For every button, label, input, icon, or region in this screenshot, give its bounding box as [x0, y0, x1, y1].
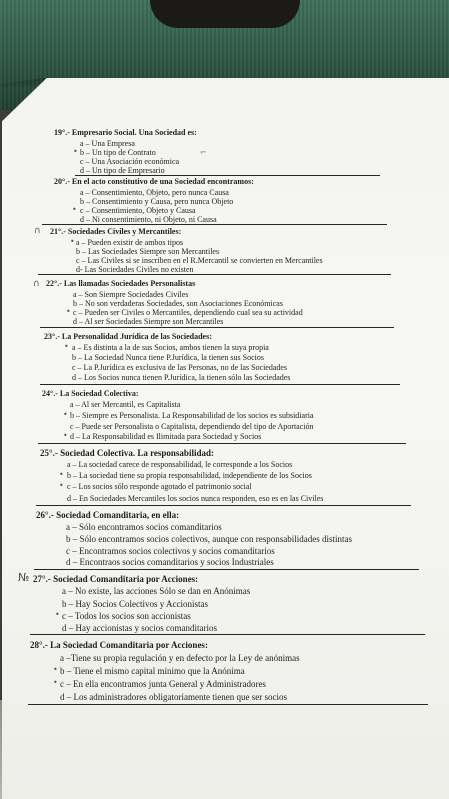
- option-a[interactable]: a –Tiene su propia regulación y en defecto por la Ley de anónimas: [60, 653, 300, 663]
- pen-dot-mark: •: [70, 237, 75, 246]
- option-a[interactable]: a – No existe, las acciones Sólo se dan en Anónimas: [62, 586, 251, 596]
- pen-check-mark: ∩: [33, 279, 40, 289]
- option-a[interactable]: a – Es distinta a la de sus Socios, ambos tienen la suya propia: [72, 343, 269, 352]
- option-b[interactable]: b – La Sociedad Nunca tiene P.Jurídica, la tienen sus Socios: [72, 353, 264, 362]
- pen-dot-mark: •: [66, 307, 71, 316]
- pen-dot-mark: •: [72, 205, 77, 214]
- pen-dot-mark: •: [59, 481, 64, 490]
- option-b[interactable]: b – Consentimiento y Causa, pero nunca Objeto: [80, 197, 234, 206]
- option-b[interactable]: b – Siempre es Personalista. La Responsabilidad de los socios es subsidiaria: [70, 411, 314, 420]
- option-b[interactable]: b – Un tipo de Contrato: [80, 148, 156, 157]
- pen-dot-mark: •: [55, 610, 60, 619]
- option-d[interactable]: d – En Sociedades Mercantiles los socios nunca responden, eso es en las Civiles: [67, 494, 324, 503]
- option-b[interactable]: b – Sólo encontramos socios colectivos, aunque con responsabilidades distintas: [66, 534, 352, 544]
- question-divider: [34, 569, 419, 570]
- option-c[interactable]: c – Pueden ser Civiles o Mercantiles, dependiendo cual sea su actividad: [73, 308, 303, 317]
- question-title: 21°.- Sociedades Civiles y Mercantiles:: [50, 227, 182, 236]
- option-a[interactable]: a – Consentimiento, Objeto, pero nunca Causa: [80, 188, 229, 197]
- question-title: 26°.- Sociedad Comanditaria, en ella:: [36, 510, 180, 520]
- option-c[interactable]: c – Los socios sólo responde agotado el patrimonio social: [67, 482, 252, 491]
- pen-dot-mark: •: [63, 431, 68, 440]
- question-title: 28°.- La Sociedad Comanditaria por Acciones:: [30, 640, 208, 650]
- question-title: 27°.- Sociedad Comanditaria por Acciones:: [33, 574, 199, 584]
- option-a[interactable]: a – Al ser Mercantil, es Capitalista: [70, 400, 181, 409]
- question-divider: [38, 443, 406, 444]
- option-b[interactable]: b – La sociedad tiene su propia responsabilidad, independiente de los Socios: [67, 471, 312, 480]
- question-title: 24°.- La Sociedad Colectiva:: [42, 389, 139, 398]
- pen-check-mark: ∩: [34, 226, 41, 236]
- question-title: 23°.- La Personalidad Jurídica de las Sociedades:: [44, 332, 212, 341]
- option-d[interactable]: d – Encontraos socios comanditarios y socios Industriales: [66, 557, 274, 567]
- pen-bracket-mark: ⌐: [200, 148, 207, 157]
- question-divider: [36, 505, 411, 506]
- pen-dot-mark: •: [59, 470, 64, 479]
- option-a[interactable]: a – Sólo encontramos socios comanditarios: [66, 522, 222, 532]
- pen-dot-mark: •: [73, 147, 78, 156]
- question-title: 20°.- En el acto constitutivo de una Sociedad encontramos:: [54, 177, 254, 186]
- question-divider: [75, 175, 380, 176]
- option-d[interactable]: d- Las Sociedades Civiles no existen: [76, 265, 194, 274]
- question-divider: [28, 704, 428, 705]
- option-b[interactable]: b – Tiene el mismo capital mínimo que la Anónima: [60, 666, 245, 676]
- option-d[interactable]: d – La Responsabilidad es Ilimitada para Sociedad y Socios: [70, 432, 262, 441]
- option-a[interactable]: a – La sociedad carece de responsabilidad, le corresponde a los Socios: [67, 460, 293, 469]
- option-d[interactable]: d – Ni consentimiento, ni Objeto, ni Causa: [80, 215, 217, 224]
- pen-dot-mark: •: [64, 342, 69, 351]
- option-d[interactable]: d – Los Socios nunca tienen P.Jurídica, la tienen sólo las Sociedades: [72, 373, 291, 382]
- option-c[interactable]: c – Las Civiles si se inscriben en el R.Mercantil se convierten en Mercantiles: [76, 256, 323, 265]
- option-d[interactable]: d – Los administradores obligatoriamente tienen que ser socios: [60, 692, 287, 702]
- question-divider: [40, 327, 394, 328]
- option-a[interactable]: a – Son Siempre Sociedades Civiles: [73, 290, 189, 299]
- option-b[interactable]: b – Hay Socios Colectivos y Accionistas: [62, 599, 208, 609]
- option-c[interactable]: c – La P.Jurídica es exclusiva de las Personas, no de las Sociedades: [72, 363, 288, 372]
- option-c[interactable]: c – Encontramos socios colectivos y socios comanditarios: [66, 546, 275, 556]
- option-b[interactable]: b – Las Sociedades Siempre son Mercantiles: [76, 247, 220, 256]
- option-c[interactable]: c – Una Asociación económica: [80, 157, 180, 166]
- pen-dot-mark: •: [53, 678, 58, 687]
- question-divider: [42, 224, 387, 225]
- option-a[interactable]: a – Una Empresa: [80, 139, 135, 148]
- question-title: 22°.- Las llamadas Sociedades Personalistas: [46, 279, 196, 288]
- option-c[interactable]: c – Puede ser Personalista o Capitalista, dependiendo del tipo de Aportación: [70, 422, 314, 431]
- option-d[interactable]: d – Hay accionistas y socios comanditarios: [62, 623, 217, 633]
- option-c[interactable]: c – Todos los socios son accionistas: [62, 611, 191, 621]
- pen-dot-mark: •: [63, 410, 68, 419]
- option-c[interactable]: c – Consentimiento, Objeto y Causa: [80, 206, 196, 215]
- option-c[interactable]: c – En ella encontramos junta General y Administradores: [60, 679, 266, 689]
- pen-dot-mark: •: [53, 665, 58, 674]
- question-title: 25°.- Sociedad Colectiva. La responsabilidad:: [40, 448, 214, 458]
- question-divider: [30, 634, 425, 635]
- question-title: 19°.- Empresario Social. Una Sociedad es:: [54, 128, 197, 137]
- question-divider: [38, 274, 391, 275]
- option-d[interactable]: d – Al ser Sociedades Siempre son Mercantiles: [73, 317, 224, 326]
- pen-scribble-mark: №: [18, 571, 30, 584]
- option-a[interactable]: a – Pueden existir de ambos tipos: [76, 238, 184, 247]
- option-d[interactable]: d – Un tipo de Empresario: [80, 166, 165, 175]
- question-divider: [40, 384, 400, 385]
- option-b[interactable]: b – No son verdaderas Sociedades, son Asociaciones Económicas: [73, 299, 283, 308]
